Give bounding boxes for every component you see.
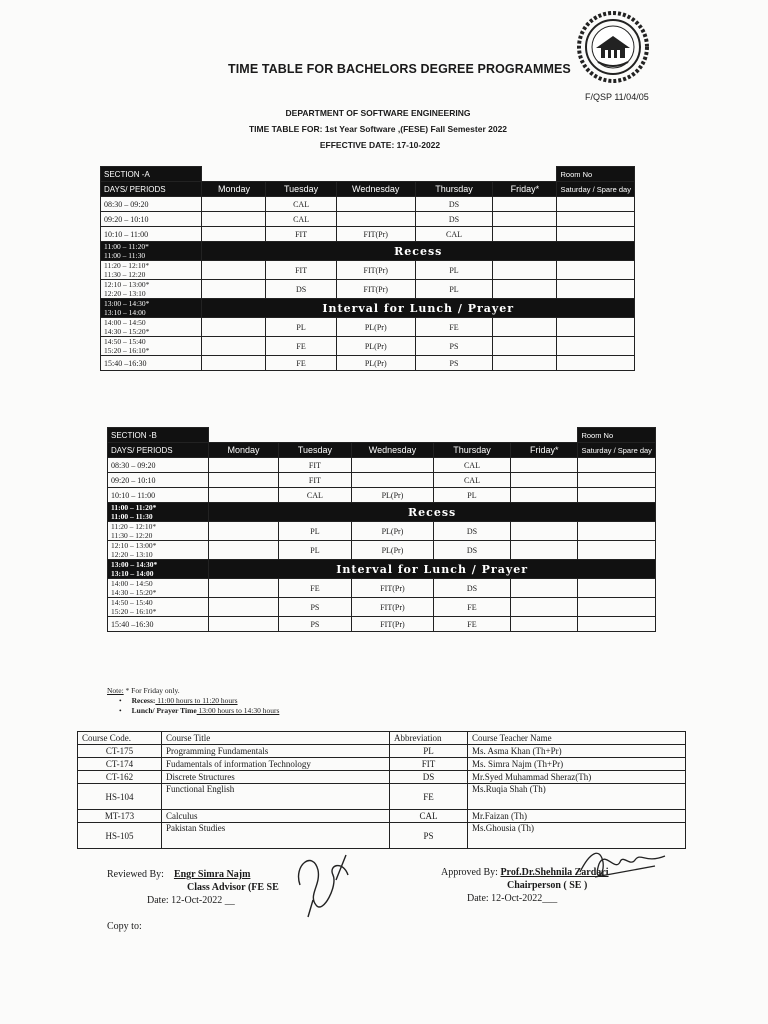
period-time: 09:20 – 10:10 xyxy=(101,212,202,227)
tuesday-cell: DS xyxy=(266,280,336,299)
tuesday-cell: FIT xyxy=(266,261,336,280)
section-b-timetable xyxy=(107,427,656,632)
reviewer-role: Class Advisor (FE SE xyxy=(187,882,279,893)
department-title: DEPARTMENT OF SOFTWARE ENGINEERING xyxy=(285,108,471,118)
days-periods-header: DAYS/ PERIODS xyxy=(101,182,202,197)
thursday-header: Thursday xyxy=(433,443,510,458)
course-abbreviation: PL xyxy=(390,745,468,758)
table-row xyxy=(101,337,635,356)
tuesday-cell: FE xyxy=(266,356,336,371)
monday-header: Monday xyxy=(202,182,266,197)
document-code: F/QSP 11/04/05 xyxy=(585,92,649,102)
tuesday-cell: PL xyxy=(278,522,351,541)
note-text: * For Friday only. xyxy=(123,686,180,695)
period-time: 15:40 –16:30 xyxy=(108,617,209,632)
wednesday-cell: PL(Pr) xyxy=(336,318,415,337)
reviewed-by-block xyxy=(107,868,279,907)
wednesday-cell xyxy=(336,212,415,227)
tuesday-header: Tuesday xyxy=(266,182,336,197)
friday-header: Friday* xyxy=(511,443,578,458)
tuesday-cell: FE xyxy=(278,579,351,598)
course-abbreviation: FE xyxy=(390,784,468,810)
thursday-cell: DS xyxy=(433,541,510,560)
course-teacher: Mr.Faizan (Th) xyxy=(468,810,686,823)
course-teacher: Mr.Syed Muhammad Sheraz(Th) xyxy=(468,771,686,784)
header-course-code: Course Code. xyxy=(78,732,162,745)
effective-date: EFFECTIVE DATE: 17-10-2022 xyxy=(319,140,441,150)
reviewer-name: Engr Simra Najm xyxy=(173,869,251,880)
table-row xyxy=(108,473,656,488)
days-periods-header: DAYS/ PERIODS xyxy=(108,443,209,458)
wednesday-cell: PL(Pr) xyxy=(352,522,434,541)
course-code: CT-162 xyxy=(78,771,162,784)
table-row xyxy=(78,810,686,823)
tuesday-cell: CAL xyxy=(266,212,336,227)
saturday-header: Saturday / Spare day xyxy=(557,182,635,197)
course-code: MT-173 xyxy=(78,810,162,823)
period-time: 08:30 – 09:20 xyxy=(101,197,202,212)
section-label: SECTION -B xyxy=(108,428,209,443)
tuesday-header: Tuesday xyxy=(278,443,351,458)
note-label: Note: xyxy=(107,686,124,695)
table-row xyxy=(101,261,635,280)
wednesday-cell: PL(Pr) xyxy=(336,356,415,371)
wednesday-cell xyxy=(352,473,434,488)
course-code: HS-105 xyxy=(78,823,162,849)
course-title: Programming Fundamentals xyxy=(162,745,390,758)
tuesday-cell: FIT xyxy=(278,473,351,488)
thursday-cell: PL xyxy=(415,280,492,299)
approved-date: Date: 12-Oct-2022___ xyxy=(467,893,558,904)
approver-role: Chairperson ( SE ) xyxy=(507,880,588,891)
wednesday-cell xyxy=(352,458,434,473)
table-row xyxy=(108,488,656,503)
thursday-cell: DS xyxy=(415,212,492,227)
wednesday-cell: FIT(Pr) xyxy=(352,598,434,617)
table-row xyxy=(101,197,635,212)
wednesday-header: Wednesday xyxy=(336,182,415,197)
thursday-cell: FE xyxy=(433,617,510,632)
table-row xyxy=(78,758,686,771)
course-abbreviation: FIT xyxy=(390,758,468,771)
course-table xyxy=(77,731,686,849)
section-a-timetable xyxy=(100,166,635,371)
course-title: Discrete Structures xyxy=(162,771,390,784)
wednesday-cell: PL(Pr) xyxy=(336,337,415,356)
note-lunch: • Lunch/ Prayer Time 13:00 hours to 14:30 hours xyxy=(129,706,279,716)
period-time: 12:10 – 13:00* 12:20 – 13:10 xyxy=(108,541,209,560)
period-time: 10:10 – 11:00 xyxy=(101,227,202,242)
section-label: SECTION -A xyxy=(101,167,202,182)
friday-header: Friday* xyxy=(493,182,557,197)
period-time: 09:20 – 10:10 xyxy=(108,473,209,488)
recess-band: Recess xyxy=(202,242,635,261)
wednesday-cell: PL(Pr) xyxy=(352,541,434,560)
header-course-title: Course Title xyxy=(162,732,390,745)
course-teacher: Ms. Simra Najm (Th+Pr) xyxy=(468,758,686,771)
timetable-for-line: TIME TABLE FOR: 1st Year Software ,(FESE) Fall Semester 2022 xyxy=(248,124,508,134)
period-time: 14:00 – 14:50 14:30 – 15:20* xyxy=(101,318,202,337)
course-abbreviation: DS xyxy=(390,771,468,784)
tuesday-cell: CAL xyxy=(278,488,351,503)
thursday-cell: DS xyxy=(433,579,510,598)
thursday-cell: PL xyxy=(415,261,492,280)
table-row xyxy=(101,280,635,299)
thursday-cell: FE xyxy=(415,318,492,337)
table-row xyxy=(101,212,635,227)
lunch-time: 13:00 – 14:30* 13:10 – 14:00 xyxy=(108,560,209,579)
wednesday-cell: FIT(Pr) xyxy=(336,280,415,299)
tuesday-cell: FIT xyxy=(278,458,351,473)
period-time: 10:10 – 11:00 xyxy=(108,488,209,503)
period-time: 14:50 – 15:40 15:20 – 16:10* xyxy=(108,598,209,617)
thursday-cell: CAL xyxy=(415,227,492,242)
course-title: Pakistan Studies xyxy=(162,823,390,849)
table-row xyxy=(78,745,686,758)
course-teacher: Ms. Asma Khan (Th+Pr) xyxy=(468,745,686,758)
course-code: HS-104 xyxy=(78,784,162,810)
days-header-row xyxy=(101,182,635,197)
room-no-header: Room No xyxy=(557,167,635,182)
wednesday-cell: PL(Pr) xyxy=(352,488,434,503)
section-label-row xyxy=(108,428,656,443)
table-row xyxy=(101,356,635,371)
tuesday-cell: FIT xyxy=(266,227,336,242)
table-row xyxy=(108,617,656,632)
course-abbreviation: CAL xyxy=(390,810,468,823)
period-time: 08:30 – 09:20 xyxy=(108,458,209,473)
lunch-row xyxy=(108,560,656,579)
recess-row xyxy=(101,242,635,261)
friday-note xyxy=(107,686,279,716)
wednesday-cell xyxy=(336,197,415,212)
thursday-header: Thursday xyxy=(415,182,492,197)
thursday-cell: DS xyxy=(415,197,492,212)
recess-time: 11:00 – 11:20* 11:00 – 11:30 xyxy=(108,503,209,522)
table-row xyxy=(101,227,635,242)
lunch-band: Interval for Lunch / Prayer xyxy=(209,560,656,579)
table-row xyxy=(108,541,656,560)
approved-label: Approved By: xyxy=(441,867,498,878)
lunch-band: Interval for Lunch / Prayer xyxy=(202,299,635,318)
table-row xyxy=(108,598,656,617)
monday-header: Monday xyxy=(209,443,278,458)
thursday-cell: DS xyxy=(433,522,510,541)
period-time: 14:50 – 15:40 15:20 – 16:10* xyxy=(101,337,202,356)
wednesday-cell: FIT(Pr) xyxy=(352,617,434,632)
period-time: 11:20 – 12:10* 11:30 – 12:20 xyxy=(101,261,202,280)
section-label-row xyxy=(101,167,635,182)
days-header-row xyxy=(108,443,656,458)
recess-time: 11:00 – 11:20* 11:00 – 11:30 xyxy=(101,242,202,261)
course-code: CT-174 xyxy=(78,758,162,771)
reviewed-date: Date: 12-Oct-2022 __ xyxy=(147,895,235,906)
tuesday-cell: PS xyxy=(278,617,351,632)
saturday-header: Saturday / Spare day xyxy=(578,443,656,458)
course-table-header xyxy=(78,732,686,745)
thursday-cell: FE xyxy=(433,598,510,617)
lunch-time: 13:00 – 14:30* 13:10 – 14:00 xyxy=(101,299,202,318)
period-time: 15:40 –16:30 xyxy=(101,356,202,371)
course-title: Calculus xyxy=(162,810,390,823)
thursday-cell: CAL xyxy=(433,473,510,488)
note-recess: • Recess: 11:00 hours to 11:20 hours xyxy=(129,696,279,706)
approver-name: Prof.Dr.Shehnila Zardari xyxy=(500,867,609,878)
table-row xyxy=(108,522,656,541)
tuesday-cell: CAL xyxy=(266,197,336,212)
course-title: Functional English xyxy=(162,784,390,810)
header-teacher-name: Course Teacher Name xyxy=(468,732,686,745)
reviewer-signature xyxy=(288,845,358,920)
room-no-header: Room No xyxy=(578,428,656,443)
wednesday-cell: FIT(Pr) xyxy=(336,227,415,242)
table-row xyxy=(108,458,656,473)
lunch-row xyxy=(101,299,635,318)
table-row xyxy=(78,771,686,784)
wednesday-cell: FIT(Pr) xyxy=(336,261,415,280)
table-row xyxy=(108,579,656,598)
wednesday-cell: FIT(Pr) xyxy=(352,579,434,598)
course-code: CT-175 xyxy=(78,745,162,758)
tuesday-cell: PL xyxy=(278,541,351,560)
tuesday-cell: FE xyxy=(266,337,336,356)
course-abbreviation: PS xyxy=(390,823,468,849)
period-time: 11:20 – 12:10* 11:30 – 12:20 xyxy=(108,522,209,541)
recess-row xyxy=(108,503,656,522)
university-seal-logo xyxy=(576,10,650,84)
table-row xyxy=(101,318,635,337)
wednesday-header: Wednesday xyxy=(352,443,434,458)
reviewed-label: Reviewed By: xyxy=(107,869,164,880)
thursday-cell: PL xyxy=(433,488,510,503)
thursday-cell: PS xyxy=(415,337,492,356)
approver-signature xyxy=(575,842,670,890)
course-teacher: Ms.Ruqia Shah (Th) xyxy=(468,784,686,810)
recess-band: Recess xyxy=(209,503,656,522)
header-abbreviation: Abbreviation xyxy=(390,732,468,745)
page-title: TIME TABLE FOR BACHELORS DEGREE PROGRAMMES xyxy=(228,62,571,76)
tuesday-cell: PS xyxy=(278,598,351,617)
course-title: Fudamentals of information Technology xyxy=(162,758,390,771)
copy-to-label: Copy to: xyxy=(107,921,142,932)
thursday-cell: CAL xyxy=(433,458,510,473)
tuesday-cell: PL xyxy=(266,318,336,337)
table-row xyxy=(78,784,686,810)
period-time: 12:10 – 13:00* 12:20 – 13:10 xyxy=(101,280,202,299)
thursday-cell: PS xyxy=(415,356,492,371)
period-time: 14:00 – 14:50 14:30 – 15:20* xyxy=(108,579,209,598)
course-teacher: Ms.Ghousia (Th) xyxy=(468,823,686,849)
